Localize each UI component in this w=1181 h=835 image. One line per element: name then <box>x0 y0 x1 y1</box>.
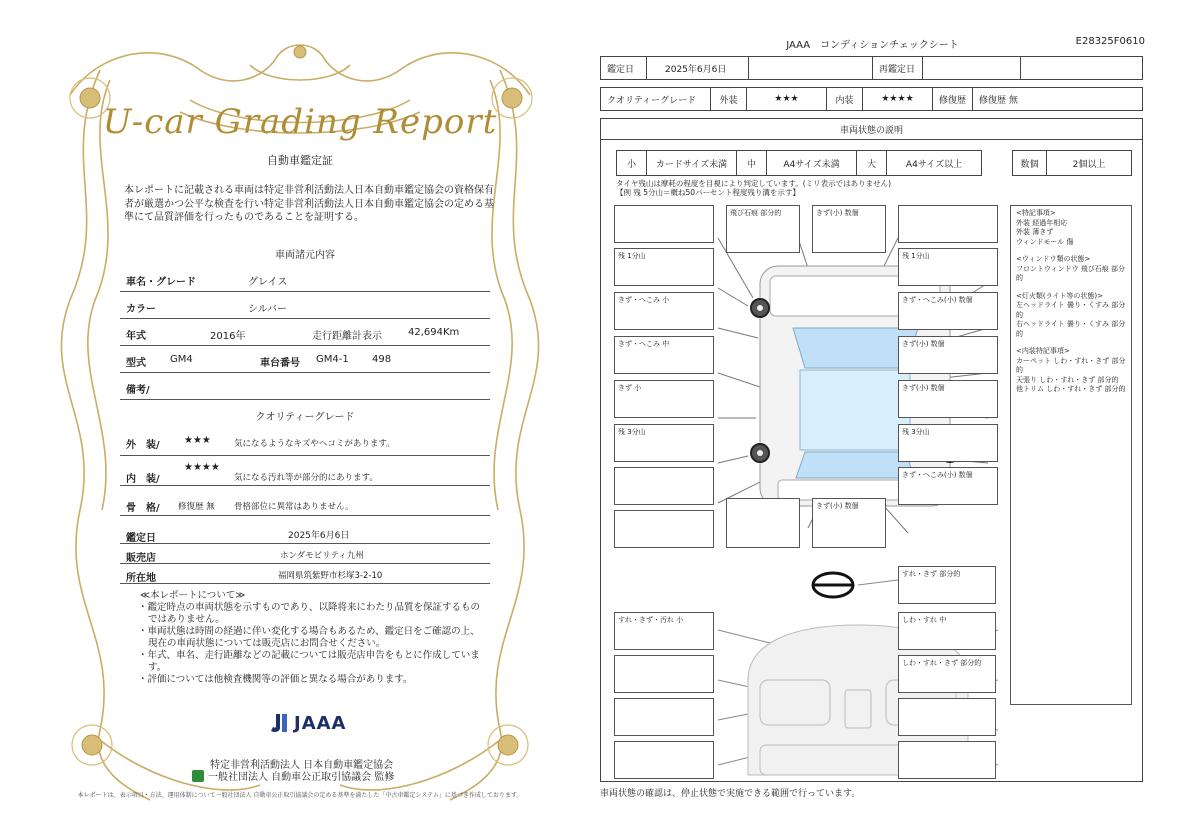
condition-check-sheet <box>600 30 1145 805</box>
grade-row-frame <box>120 486 490 516</box>
note-item: ・車両状態は時間の経過に伴い変化する場合もあるため、鑑定日をご確認の上、現在の車両状態については販売店にお問合せください。 <box>138 626 480 649</box>
grade-row-interior <box>120 456 490 486</box>
side-note-line: カーペット しわ・すれ・きず 部分的 <box>1016 356 1126 374</box>
date-value: 2025年6月6日 <box>647 57 749 79</box>
note-item: ・鑑定時点の車両状態を示すものであり、以降将来にわたり品質を保証するものではありません。 <box>138 602 481 625</box>
interior-box-r4 <box>898 698 996 736</box>
name-value: グレイス <box>248 277 288 288</box>
spec-row-name <box>120 265 490 292</box>
side-note-line: 左ヘッドライト 曇り・くすみ 部分的 <box>1016 301 1126 319</box>
side-note-line <box>1016 339 1126 347</box>
legend-medium: 中 <box>737 151 767 175</box>
interior-comment: 気になる汚れ等が部分的にあります。 <box>234 473 378 483</box>
spec-row-color <box>120 292 490 319</box>
legend-large-desc: A4サイズ以上 <box>905 159 963 170</box>
side-note-line: フロントウィンドウ 飛び石痕 部分的 <box>1016 264 1126 282</box>
year-value: 2016年 <box>210 331 246 342</box>
mileage-label: 走行距離計表示 <box>312 331 382 342</box>
note-item: ・年式、車名、走行距離などの記載については販売店申告をもとに作成しています。 <box>138 650 480 673</box>
note-item: ・評価については他検査機関等の評価と異なる場合があります。 <box>138 674 413 685</box>
exterior-box-l4: きず・へこみ 中 <box>614 336 714 374</box>
interior-label: 内装 <box>827 88 863 110</box>
side-note-line: 天張り しわ・すれ・きず 部分的 <box>1016 375 1119 384</box>
interior-box-r3: しわ・すれ・きず 部分的 <box>898 655 996 693</box>
sheet-footer: 車両状態の確認は、停止状態で実施できる範囲で行っています。 <box>600 789 861 799</box>
side-note-line: 外装 経過年相応 <box>1016 218 1068 227</box>
count-legend <box>1012 150 1132 176</box>
side-note-line: 外装 薄きず <box>1016 228 1054 236</box>
certificate-title: U-car Grading Report <box>102 102 498 142</box>
exterior-box-bottom-mid1 <box>726 498 800 548</box>
address-label: 所在地 <box>126 573 156 584</box>
jaaa-logo-text: JAAA <box>294 712 347 734</box>
jaaa-logo <box>270 712 347 734</box>
exterior-box-l8 <box>614 510 714 548</box>
interior-box-r2: しわ・すれ 中 <box>898 612 996 650</box>
exterior-box-top-mid1: 飛び石痕 部分的 <box>726 205 800 253</box>
side-note-line: <灯火類(ライト等の状態)> <box>1016 291 1103 300</box>
grading-certificate <box>40 40 560 805</box>
grade-row-exterior <box>120 426 490 456</box>
exterior-box-r2: 残 1分山 <box>898 248 998 286</box>
interior-value: ★★★★ <box>863 88 933 110</box>
remarks-label: 備考/ <box>126 385 150 396</box>
section-title: 車両状態の説明 <box>600 118 1143 140</box>
grade-row <box>600 87 1143 111</box>
exterior-box-l7 <box>614 467 714 505</box>
certificate-subtitle: 自動車鑑定証 <box>267 154 333 167</box>
fine-print: 本レポートは、表示項目・方法、運用体制について一般社団法人 自動車公正取引協議会の定める基準を満たした「中古車鑑定システム」に基づき作成しております。 <box>77 792 523 799</box>
spec-row-remarks <box>120 373 490 400</box>
grade-heading: クオリティーグレード <box>255 412 355 423</box>
tire-note-2: 【例 残 5分山＝概ね50パーセント程度残り溝を示す】 <box>616 188 800 197</box>
name-label: 車名・グレード <box>126 277 196 288</box>
org-line-2 <box>192 768 394 783</box>
date-label: 鑑定日 <box>601 57 647 79</box>
exterior-box-l1 <box>614 205 714 243</box>
redate-value <box>923 57 1021 79</box>
interior-box-r5 <box>898 741 996 779</box>
address-value: 福岡県筑紫野市杉塚3-2-10 <box>278 571 383 581</box>
interior-label: 内 装/ <box>126 474 160 485</box>
exterior-box-top-mid2: きず(小) 数個 <box>812 205 886 253</box>
spec-heading: 車両諸元内容 <box>275 250 335 261</box>
exterior-stars: ★★★ <box>184 435 211 446</box>
dealer-label: 販売店 <box>126 553 156 564</box>
info-row-address <box>120 564 490 584</box>
date-blank <box>749 57 873 79</box>
legend-large: 大 <box>857 151 887 175</box>
org-line-2-text: 一般社団法人 自動車公正取引協議会 監修 <box>208 772 395 783</box>
exterior-box-l3: きず・へこみ 小 <box>614 292 714 330</box>
side-note-line <box>1016 284 1126 292</box>
redate-label: 再鑑定日 <box>873 57 923 79</box>
side-note-line: 右ヘッドライト 曇り・くすみ 部分的 <box>1016 320 1126 338</box>
chassis-label: 車台番号 <box>260 358 300 369</box>
exterior-value: ★★★ <box>747 88 827 110</box>
mileage-value: 42,694Km <box>408 327 460 338</box>
info-row-date <box>120 524 490 544</box>
exterior-box-r1 <box>898 205 998 243</box>
sheet-id: E28325F0610 <box>1075 36 1145 47</box>
exterior-box-r3: きず・へこみ(小) 数個 <box>898 292 998 330</box>
sheet-title: JAAA コンディションチェックシート <box>786 40 959 51</box>
frame-value: 修復歴 無 <box>178 502 215 512</box>
exterior-box-l2: 残 1分山 <box>614 248 714 286</box>
legend-small-desc: カードサイズ未満 <box>647 151 737 175</box>
exterior-box-l5: きず 小 <box>614 380 714 418</box>
size-legend <box>616 150 982 176</box>
exterior-box-r5: きず(小) 数個 <box>898 380 998 418</box>
side-note-line: ウィンドモール 傷 <box>1016 237 1074 246</box>
date-label: 鑑定日 <box>126 533 156 544</box>
side-note-line <box>1016 247 1126 255</box>
side-note-line: <特記事項> <box>1016 209 1056 217</box>
legend-count: 数個 <box>1013 151 1047 175</box>
spec-row-model <box>120 346 490 373</box>
frame-comment: 骨格部位に異常はありません。 <box>234 502 354 512</box>
interior-box-l3 <box>614 698 714 736</box>
tire-note-1: タイヤ残山は摩耗の程度を目視により判定しています。(ミリ表示ではありません) <box>616 179 892 188</box>
legend-small: 小 <box>617 151 647 175</box>
side-note-line: <内装特記事項> <box>1016 347 1070 355</box>
frame-label: 骨 格/ <box>126 503 160 514</box>
interior-box-l2 <box>614 655 714 693</box>
info-row-dealer <box>120 544 490 564</box>
chassis-value: GM4-1 <box>316 354 349 365</box>
legend-count-desc: 2個以上 <box>1072 159 1106 170</box>
exterior-box-bottom-mid2: きず(小) 数個 <box>812 498 886 548</box>
report-notes <box>136 590 488 686</box>
color-value: シルバー <box>248 304 288 315</box>
interior-box-l1: すれ・きず・汚れ 小 <box>614 612 714 650</box>
exterior-label: 外 装/ <box>126 440 160 451</box>
steering-wheel-icon <box>813 573 853 597</box>
model-label: 型式 <box>126 358 146 369</box>
legend-medium-desc: A4サイズ未満 <box>767 151 857 175</box>
date-value: 2025年6月6日 <box>288 531 350 541</box>
exterior-box-r6: 残 3分山 <box>898 424 998 462</box>
exterior-comment: 気になるようなキズやヘコミがあります。 <box>234 439 395 449</box>
interior-box-l4 <box>614 741 714 779</box>
grade-label: クオリティーグレード <box>601 88 711 110</box>
fair-trade-mark-icon <box>192 770 204 782</box>
model-value: GM4 <box>170 354 193 365</box>
date-row <box>600 56 1143 80</box>
certificate-intro: 本レポートに記載される車両は特定非営利活動法人日本自動車鑑定協会の資格保有者が厳選かつ公平な検査を行い特定非営利活動法人日本自動車鑑定協会の定める基準にて品質評価を行ったものであることを証明する。 <box>124 185 494 223</box>
side-note-line: 他トリム しわ・すれ・きず 部分的 <box>1016 385 1126 393</box>
org-line-1: 特定非営利活動法人 日本自動車鑑定協会 <box>210 760 394 771</box>
interior-box-steering: すれ・きず 部分的 <box>898 566 996 604</box>
exterior-box-r4: きず(小) 数個 <box>898 336 998 374</box>
repair-value: 修復歴 無 <box>979 95 1018 106</box>
side-note-line: <ウィンドウ類の状態> <box>1016 255 1091 263</box>
chassis-suffix: 498 <box>372 354 392 365</box>
jaaa-mark-icon <box>270 712 288 734</box>
exterior-label: 外装 <box>711 88 747 110</box>
interior-stars: ★★★★ <box>184 462 220 473</box>
color-label: カラー <box>126 304 156 315</box>
repair-label: 修復歴 <box>933 88 973 110</box>
notes-heading: ≪本レポートについて≫ <box>140 590 246 601</box>
spec-row-year <box>120 319 490 346</box>
dealer-value: ホンダモビリティ九州 <box>280 551 364 561</box>
year-label: 年式 <box>126 331 146 342</box>
exterior-box-l6: 残 3分山 <box>614 424 714 462</box>
special-notes <box>1010 205 1132 705</box>
exterior-box-r7: きず・へこみ(小) 数個 <box>898 467 998 505</box>
